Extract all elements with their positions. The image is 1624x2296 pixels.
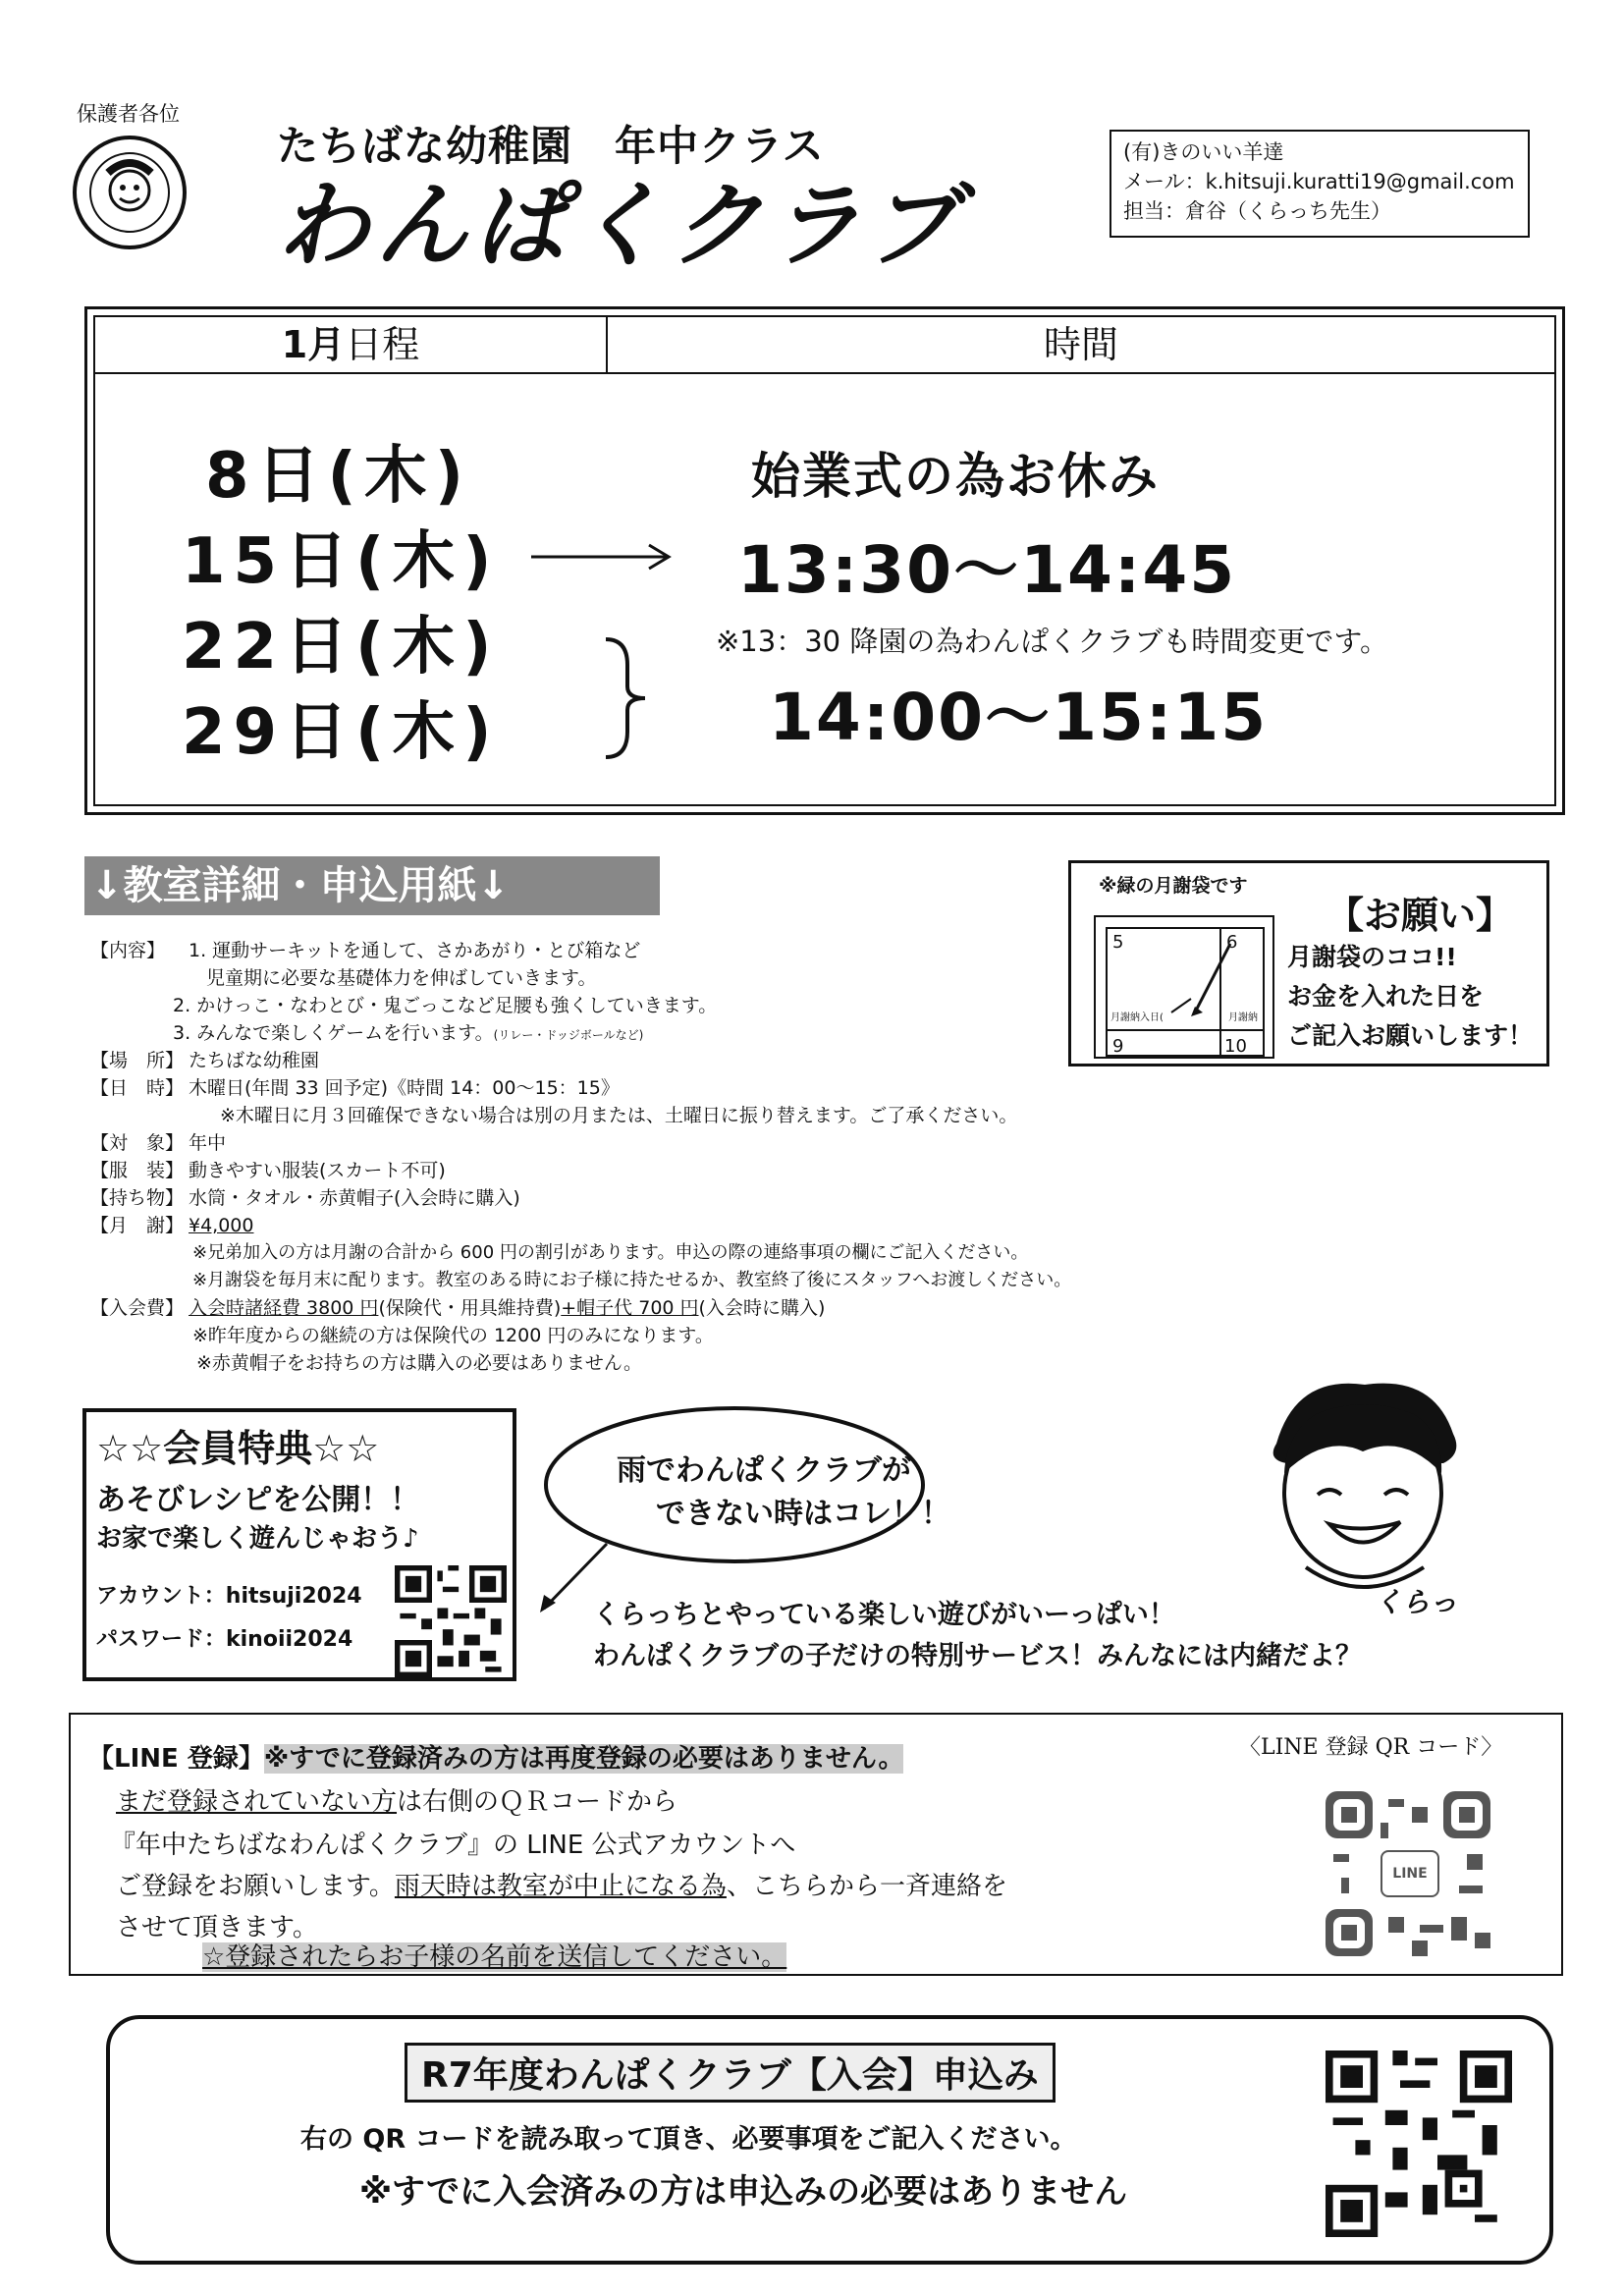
schedule-date-1: 8日(木) [205, 440, 472, 513]
schedule-note: ※13：30 降園の為わんぱくクラブも時間変更です。 [716, 625, 1389, 658]
promo-line-2: わんぱくクラブの子だけの特別サービス！みんなには内緒だよ？ [593, 1641, 1362, 1671]
target-line: 【対 象】 年中 [90, 1132, 227, 1154]
schedule-head-date: 1月日程 [95, 317, 608, 372]
datetime-line: 【日 時】 木曜日(年間 33 回予定)《時間 14：00〜15：15》 [90, 1077, 620, 1099]
cal-num-10: 10 [1224, 1036, 1247, 1057]
schedule-head-time: 時間 [1043, 323, 1118, 366]
request-lines: 月謝袋のココ!! お金を入れた日を ご記入お願いします！ [1287, 943, 1534, 1050]
content-line-1: 【内容】 1. 運動サーキットを通して、さかあがり・とび箱など [90, 940, 641, 961]
cal-label-1: 月謝納入日( [1110, 1012, 1164, 1023]
entry-note-2: ※赤黄帽子をお持ちの方は購入の必要はありません。 [196, 1352, 643, 1374]
kuracchi-signature: くらっ [1375, 1586, 1458, 1618]
bubble-line-1: 雨でわんぱくクラブが [617, 1453, 911, 1488]
line-text-1: まだ登録されていない方は右側のＱＲコードから [116, 1787, 678, 1817]
recipients-label: 保護者各位 [77, 102, 180, 126]
datetime-note: ※木曜日に月３回確保できない場合は別の月または、土曜日に振り替えます。ご了承ください。 [220, 1105, 1018, 1126]
member-account: アカウント：hitsuji2024 [96, 1584, 362, 1609]
content-line-3: 2. かけっこ・なわとび・鬼ごっこなど足腰も強くしていきます。 [173, 995, 718, 1016]
schedule-time-1: 始業式の為お休み [751, 448, 1160, 505]
application-line-1: 右の QR コードを読み取って頂き、必要事項をご記入ください。 [300, 2124, 1077, 2155]
line-qr-badge: LINE [1380, 1850, 1439, 1897]
member-benefit-box [82, 1408, 516, 1681]
promo-line-1: くらっちとやっている楽しい遊びがいーっぱい！ [593, 1600, 1175, 1630]
cal-num-9: 9 [1112, 1036, 1124, 1057]
member-password: パスワード：kinoii2024 [96, 1627, 353, 1652]
application-qr-code[interactable] [1326, 2050, 1512, 2237]
member-line-2: お家で楽しく遊んじゃおう♪ [96, 1524, 419, 1554]
fee-note-1: ※兄弟加入の方は月謝の合計から 600 円の割引があります。申込の際の連絡事項の欄にご記入ください。 [192, 1242, 1029, 1263]
line-qr-caption: 〈LINE 登録 QR コード〉 [1239, 1735, 1503, 1760]
company-logo [71, 134, 189, 251]
place-line: 【場 所】 たちばな幼稚園 [90, 1050, 320, 1071]
content-line-4: 3. みんなで楽しくゲームを行います。(リレー・ドッジボールなど) [173, 1022, 644, 1044]
line-text-4: させて頂きます。 [116, 1913, 318, 1942]
line-notice: 【LINE 登録】※すでに登録済みの方は再度登録の必要はありません。 [88, 1744, 904, 1774]
schedule-table [84, 306, 1565, 815]
entry-fee-line: 【入会費】 入会時諸経費 3800 円(保険代・用具維持費)+帽子代 700 円(入会時に購入) [90, 1297, 826, 1319]
cal-num-5: 5 [1112, 932, 1124, 953]
fee-line: 【月 謝】 ¥4,000 [90, 1215, 254, 1236]
content-line-2: 児童期に必要な基礎体力を伸ばしていきます。 [206, 967, 597, 989]
request-box [1068, 860, 1549, 1066]
request-title: 【お願い】 [1326, 894, 1514, 937]
fee-note-2: ※月謝袋を毎月末に配ります。教室のある時にお子様に持たせるか、教室終了後にスタッフへお渡しください。 [192, 1270, 1072, 1290]
club-title: わんぱくクラブ [277, 173, 965, 280]
items-line: 【持ち物】 水筒・タオル・赤黄帽子(入会時に購入) [90, 1187, 520, 1209]
details-banner: ↓教室詳細・申込用紙↓ [84, 856, 660, 915]
bubble-line-2: できない時はコレ！！ [656, 1497, 950, 1531]
request-note: ※緑の月謝袋です [1099, 875, 1248, 897]
member-qr-code[interactable] [395, 1565, 507, 1677]
schedule-date-4: 29日(木) [182, 696, 500, 769]
arrow-right-icon [529, 537, 677, 576]
contact-mail: メール：k.hitsuji.kuratti19@gmail.com [1123, 170, 1515, 193]
member-line-1: あそびレシピを公開！！ [96, 1483, 420, 1517]
school-class-title: たちばな幼稚園 年中クラス [277, 122, 825, 170]
schedule-date-2: 15日(木) [182, 525, 500, 598]
cal-label-2: 月謝納 [1228, 1012, 1258, 1023]
application-title: R7年度わんぱくクラブ【入会】申込み [405, 2043, 1056, 2103]
schedule-time-3: 14:00〜15:15 [769, 680, 1269, 755]
line-text-2: 『年中たちばなわんぱくクラブ』の LINE 公式アカウントへ [110, 1831, 796, 1860]
contact-box [1110, 130, 1530, 238]
line-text-3: ご登録をお願いします。雨天時は教室が中止になる為、こちらから一斉連絡を [116, 1872, 1007, 1901]
member-title: ☆☆会員特典☆☆ [96, 1427, 380, 1470]
kuracchi-character-illustration [1237, 1375, 1492, 1611]
application-line-2: ※すでに入会済みの方は申込みの必要はありません [359, 2172, 1128, 2212]
contact-person: 担当：倉谷（くらっち先生） [1123, 199, 1391, 223]
line-registration-box [69, 1713, 1563, 1976]
entry-note-1: ※昨年度からの継続の方は保険代の 1200 円のみになります。 [192, 1325, 714, 1346]
line-text-5: ☆登録されたらお子様の名前を送信してください。 [202, 1942, 787, 1972]
cal-num-6: 6 [1226, 932, 1238, 953]
schedule-time-2: 13:30〜14:45 [737, 532, 1237, 608]
schedule-date-3: 22日(木) [182, 611, 500, 683]
curly-brace-icon [598, 635, 657, 763]
application-box [106, 2015, 1553, 2265]
clothes-line: 【服 装】 動きやすい服装(スカート不可) [90, 1160, 446, 1181]
contact-company: (有)きのいい羊達 [1123, 140, 1284, 164]
